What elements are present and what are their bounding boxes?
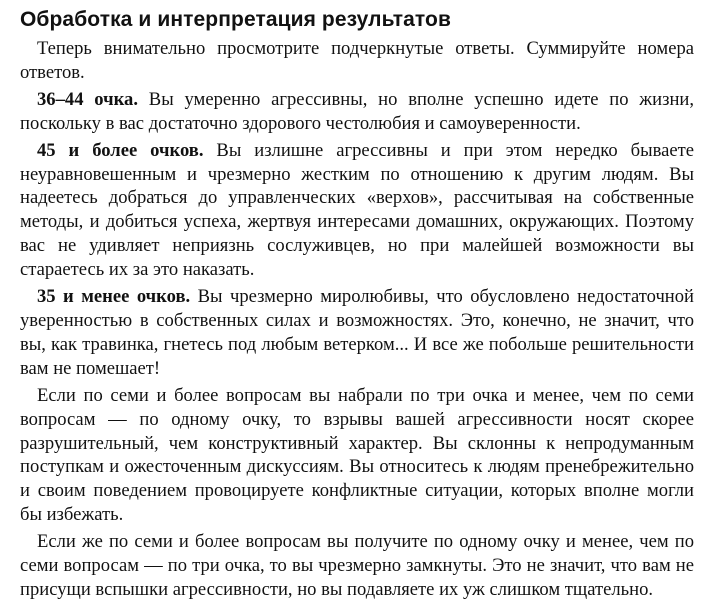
intro-paragraph: Теперь внимательно просмотрите подчеркнутые ответы. Суммируйте номера ответов. <box>20 38 694 83</box>
closing-paragraph-2: Если же по семи и более вопросам вы получите по одному очку и менее, чем по семи вопросам — по три очка, то вы чрезмерно замкнуты. Это не значит, что вам не присущи вспышки агрессивности, но вы подавляете их уж слишком тщательно. <box>20 531 694 600</box>
result-paragraph-36-44 <box>20 88 694 136</box>
result-text-36-44: Вы умеренно агрессивны, но вполне успешно идете по жизни, поскольку в вас достаточно здорового честолюбия и самоуверенности. <box>20 88 694 134</box>
section-heading: Обработка и интерпретация результатов <box>20 8 451 31</box>
result-text-35-less: Вы чрезмерно миролюбивы, что обусловлено недостаточной уверенностью в собственных силах и возможностях. Это, конечно, не значит, что вы, как травинка, гнетесь под любым ветерком... И все же побольше решительности вам не помешает! <box>20 286 694 379</box>
result-lead-36-44: 36–44 очка. <box>37 88 138 110</box>
result-lead-35-less: 35 и менее очков. <box>37 286 191 308</box>
closing-paragraph-1: Если по семи и более вопросам вы набрали по три очка и менее, чем по семи вопросам — по одному очку, то взрывы вашей агрессивности носят скорее разрушительный, чем конструктивный характер. Вы склонны к непродуманным поступкам и ожесточенным дискуссиям. Вы относитесь к людям пренебрежительно и своим поведением провоцируете конфликтные ситуации, которых вполне могли бы избежать. <box>20 384 694 526</box>
result-lead-45-plus: 45 и более очков. <box>37 139 204 161</box>
result-text-45-plus: Вы излишне агрессивны и при этом нередко бываете неуравновешенным и чрезмерно жестким по отношению к другим людям. Вы надеетесь добраться до управленческих «верхов», рассчитывая на собственные методы, и добиться успеха, жертвуя интересами домашних, окружающих. Поэтому вас не удивляет неприязнь сослуживцев, но при малейшей возможности вы стараетесь их за это наказать. <box>20 139 694 281</box>
result-paragraph-35-less <box>20 285 694 381</box>
result-paragraph-45-plus <box>20 139 694 282</box>
